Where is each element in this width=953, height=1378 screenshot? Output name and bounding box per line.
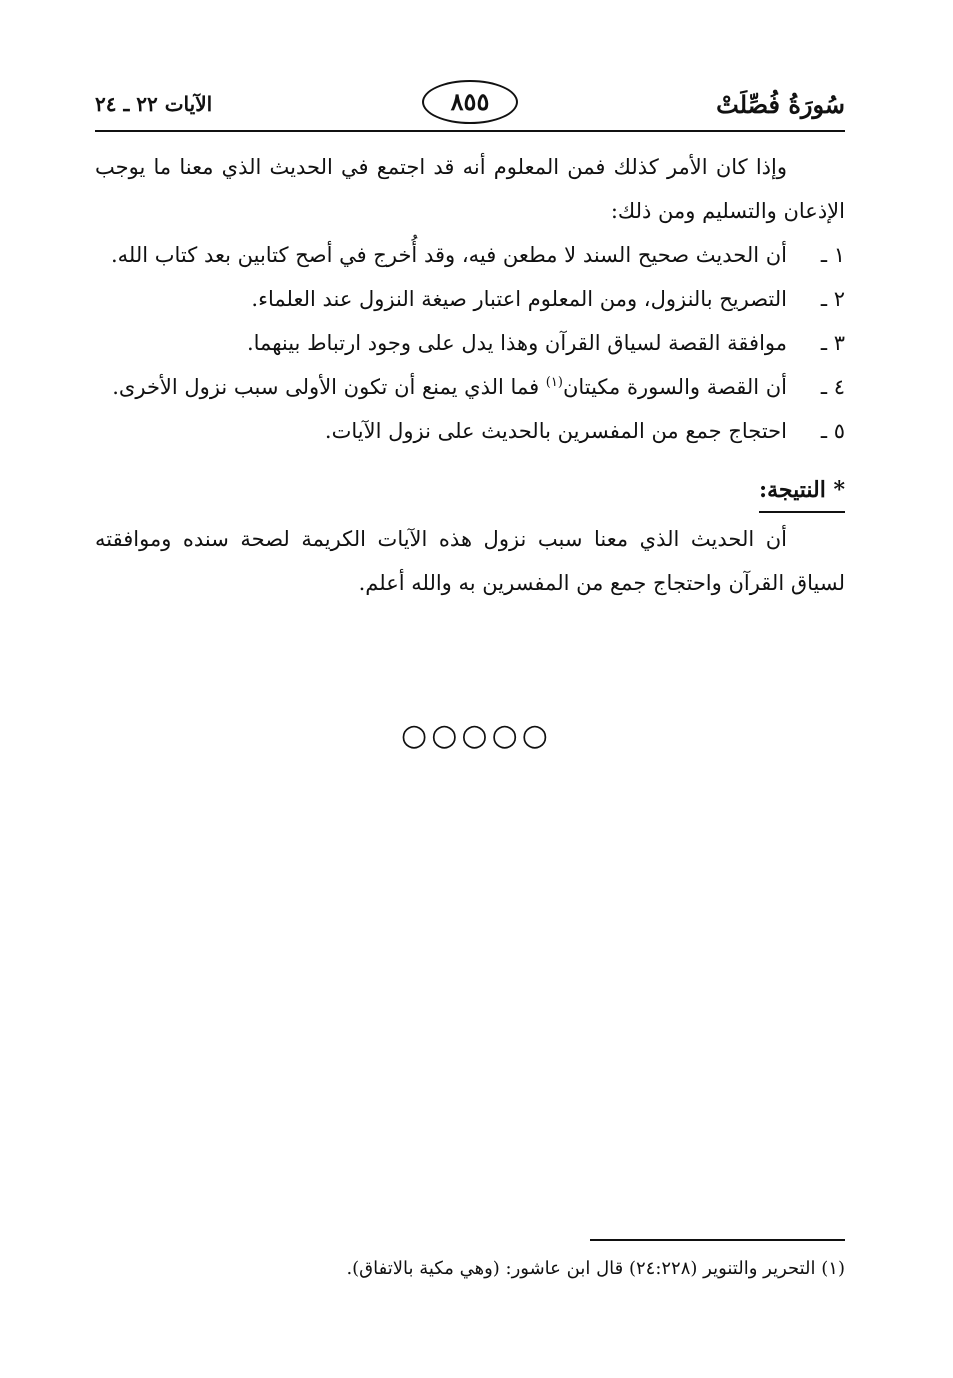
list-number: ٢ ـ [820, 287, 845, 311]
result-heading: * النتيجة: [759, 471, 845, 513]
surah-title: سُورَةُ فُصِّلَتْ [716, 90, 845, 119]
page-header [95, 80, 845, 126]
intro-paragraph: وإذا كان الأمر كذلك فمن المعلوم أنه قد اجتمع في الحديث الذي معنا ما يوجب الإذعان والتسليم ومن ذلك: [95, 155, 845, 223]
evidence-list [95, 233, 845, 453]
list-text: التصريح بالنزول، ومن المعلوم اعتبار صيغة النزول عند العلماء. [251, 287, 787, 311]
main-content [95, 145, 845, 605]
list-item [95, 321, 845, 365]
list-text-continued: فما الذي يمنع أن تكون الأولى سبب نزول الأخرى. [112, 375, 546, 399]
page-number: ٨٥٥ [422, 80, 518, 124]
list-item [95, 277, 845, 321]
list-text: أن القصة والسورة مكيتان [562, 375, 787, 399]
list-number: ٣ ـ [820, 331, 845, 355]
footnote-divider [590, 1239, 845, 1241]
list-text: احتجاج جمع من المفسرين بالحديث على نزول الآيات. [324, 419, 787, 443]
footnote-reference[interactable]: (١) [545, 375, 563, 390]
footnote: (١) التحرير والتنوير (٢٤:٢٢٨) قال ابن عاشور: (وهي مكية بالاتفاق). [346, 1258, 845, 1279]
header-divider [95, 130, 845, 132]
result-heading-wrapper [95, 453, 845, 513]
list-item [95, 365, 845, 409]
result-paragraph: أن الحديث الذي معنا سبب نزول هذه الآيات الكريمة لصحة سنده وموافقته لسياق القرآن واحتجاج جمع من المفسرين به والله أعلم. [95, 527, 845, 595]
list-item [95, 233, 845, 277]
list-text: موافقة القصة لسياق القرآن وهذا يدل على وجود ارتباط بينهما. [246, 331, 787, 355]
verses-label: الآيات ٢٢ ـ ٢٤ [95, 92, 213, 116]
list-number: ٤ ـ [820, 375, 845, 399]
section-end-ornament: ○○○○○ [401, 718, 552, 753]
list-text: أن الحديث صحيح السند لا مطعن فيه، وقد أُخرج في أصح كتابين بعد كتاب الله. [110, 243, 787, 267]
list-item [95, 409, 845, 453]
list-number: ٥ ـ [820, 419, 845, 443]
list-number: ١ ـ [820, 243, 845, 267]
